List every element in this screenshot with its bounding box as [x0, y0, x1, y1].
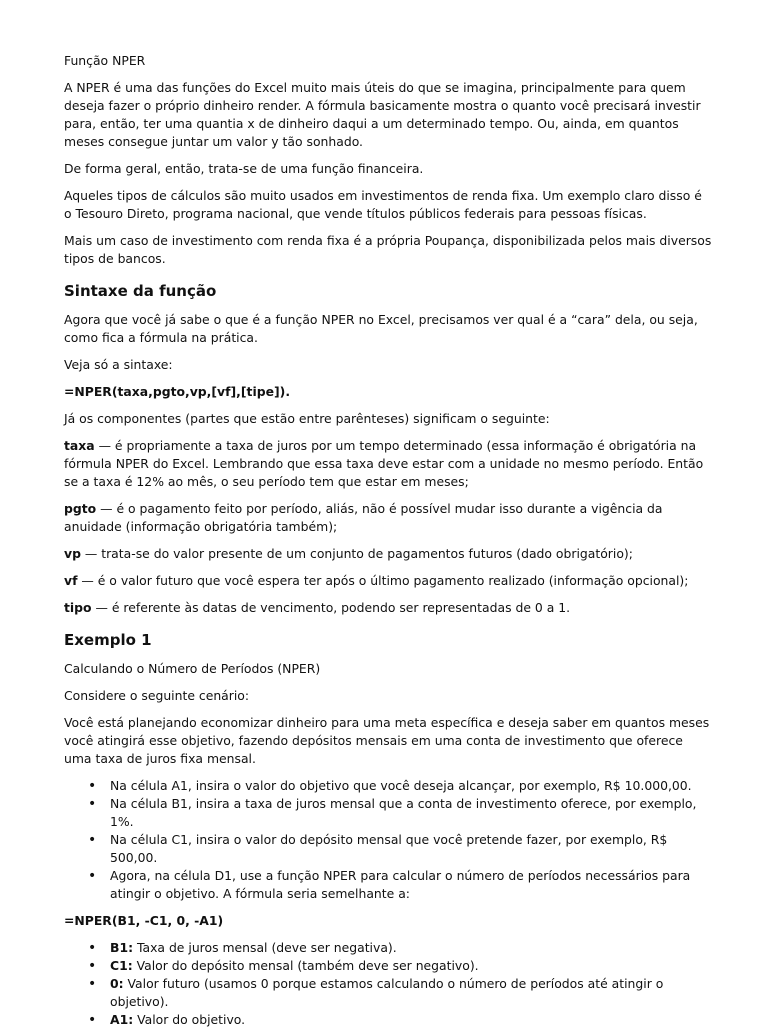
example-formula: =NPER(B1, -C1, 0, -A1) [64, 913, 224, 928]
example-subtitle: Calculando o Número de Períodos (NPER) [64, 661, 321, 676]
intro-paragraph: Aqueles tipos de cálculos são muito usados em investimentos de renda fixa. Um exemplo claro disso é o Tesouro Direto, programa nacional, que vende títulos públicos federais para pessoas físicas. [64, 188, 702, 221]
argument-text: — é referente às datas de vencimento, podendo ser representadas de 0 a 1. [91, 600, 571, 615]
list-item [110, 1011, 712, 1029]
list-item: • Agora, na célula D1, use a função NPER para calcular o número de períodos necessários para atingir o objetivo. A fórmula seria semelhante a: [110, 867, 712, 903]
legend-term: B1: [110, 940, 134, 955]
argument-term: vf [64, 573, 78, 588]
legend-text: Valor do objetivo. [133, 1012, 246, 1027]
list-item: • Na célula A1, insira o valor do objetivo que você deseja alcançar, por exemplo, R$ 10.000,00. [110, 777, 712, 795]
legend-term: C1: [110, 958, 133, 973]
argument-term: taxa [64, 438, 95, 453]
list-item [110, 975, 712, 1011]
example-paragraph: Você está planejando economizar dinheiro para uma meta específica e deseja saber em quantos meses você atingirá esse objetivo, fazendo depósitos mensais em uma conta de investimento que oferece uma taxa de juros fixa mensal. [64, 715, 710, 766]
list-item: • Na célula B1, insira a taxa de juros mensal que a conta de investimento oferece, por exemplo, 1%. [110, 795, 712, 831]
steps-list [64, 777, 712, 903]
intro-paragraph: Mais um caso de investimento com renda fixa é a própria Poupança, disponibilizada pelos mais diversos tipos de bancos. [64, 233, 712, 266]
argument-text: — é o pagamento feito por período, aliás, não é possível mudar isso durante a vigência da anuidade (informação obrigatória também); [64, 501, 663, 534]
list-item [110, 939, 712, 957]
legend-text: Valor do depósito mensal (também deve ser negativo). [132, 958, 479, 973]
syntax-formula: =NPER(taxa,pgto,vp,[vf],[tipe]). [64, 384, 291, 399]
argument-text: — é propriamente a taxa de juros por um tempo determinado (essa informação é obrigatória na fórmula NPER do Excel. Lembrando que essa taxa deve estar com a unidade no mesmo período. Então se a taxa é 12% ao mês, o seu período tem que estar em meses; [64, 438, 704, 489]
list-item: • Na célula C1, insira o valor do depósito mensal que você pretende fazer, por exemplo, R$ 500,00. [110, 831, 712, 867]
argument-term: tipo [64, 600, 92, 615]
argument-description [64, 572, 712, 590]
legend-term: 0: [110, 976, 124, 991]
argument-description [64, 545, 712, 563]
argument-text: — trata-se do valor presente de um conjunto de pagamentos futuros (dado obrigatório); [80, 546, 633, 561]
legend-text: Valor futuro (usamos 0 porque estamos calculando o número de períodos até atingir o objetivo). [110, 976, 664, 1009]
syntax-paragraph: Veja só a sintaxe: [64, 357, 173, 372]
argument-description [64, 500, 712, 536]
argument-term: pgto [64, 501, 97, 516]
argument-description [64, 437, 712, 491]
document-title: Função NPER [64, 53, 146, 68]
argument-description [64, 599, 712, 617]
legend-text: Taxa de juros mensal (deve ser negativa). [133, 940, 397, 955]
argument-text: — é o valor futuro que você espera ter após o último pagamento realizado (informação opcional); [77, 573, 689, 588]
intro-paragraph: De forma geral, então, trata-se de uma função financeira. [64, 161, 424, 176]
intro-paragraph: A NPER é uma das funções do Excel muito mais úteis do que se imagina, principalmente para quem deseja fazer o próprio dinheiro render. A fórmula basicamente mostra o quanto você precisará investir para, então, ter uma quantia x de dinheiro daqui a um determinado tempo. Ou, ainda, em quantos meses consegue juntar um valor y tão sonhado. [64, 80, 701, 149]
argument-term: vp [64, 546, 81, 561]
syntax-paragraph: Agora que você já sabe o que é a função NPER no Excel, precisamos ver qual é a “cara” dela, ou seja, como fica a fórmula na prática. [64, 312, 698, 345]
example-paragraph: Considere o seguinte cenário: [64, 688, 250, 703]
legend-list [64, 939, 712, 1029]
list-item [110, 957, 712, 975]
example-heading: Exemplo 1 [64, 631, 152, 649]
legend-term: A1: [110, 1012, 134, 1027]
syntax-heading: Sintaxe da função [64, 282, 217, 300]
syntax-paragraph: Já os componentes (partes que estão entre parênteses) significam o seguinte: [64, 411, 550, 426]
